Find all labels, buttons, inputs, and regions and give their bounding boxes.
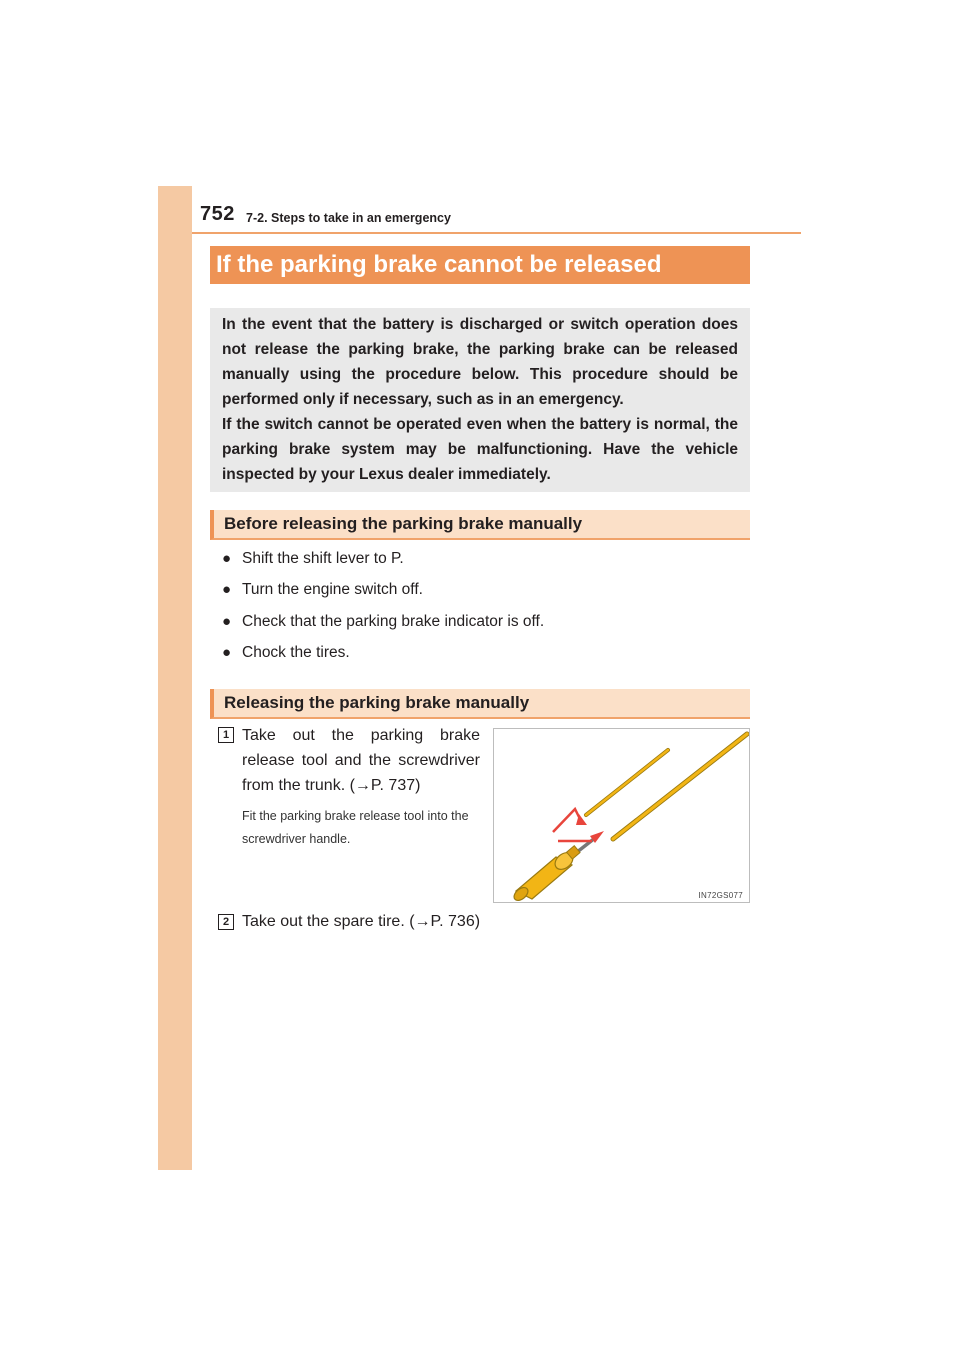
checklist-item <box>222 640 544 671</box>
step-1-number: 1 <box>218 727 234 743</box>
checklist-item <box>222 609 544 640</box>
before-checklist <box>222 546 544 671</box>
intro-box <box>210 308 750 492</box>
release-tool-figure <box>493 728 750 903</box>
tool-illustration <box>494 729 749 902</box>
release-section-heading <box>210 689 750 719</box>
step-1-note: Fit the parking brake release tool into the screwdriver handle. <box>242 809 469 846</box>
header-divider <box>192 232 801 234</box>
page-title: If the parking brake cannot be released <box>216 251 662 278</box>
before-section-heading-text: Before releasing the parking brake manually <box>224 514 583 533</box>
checklist-item-text: Turn the engine switch off. <box>242 581 423 599</box>
bullet-icon: ● <box>222 612 232 630</box>
bullet-icon: ● <box>222 581 232 599</box>
intro-paragraph-2: If the switch cannot be operated even when the battery is normal, the parking brake system may be malfunctioning. Have the vehicle inspected by your Lexus dealer immediately. <box>222 416 738 483</box>
checklist-item-text: Shift the shift lever to P. <box>242 550 404 567</box>
page-title-banner <box>210 246 750 284</box>
before-section-heading <box>210 510 750 540</box>
checklist-item-text: Chock the tires. <box>242 643 350 661</box>
checklist-item <box>222 546 544 577</box>
step-1-text: Take out the parking brake release tool and the screwdriver from the trunk. (→P. 737) <box>242 727 480 794</box>
step-2-number: 2 <box>218 914 234 930</box>
checklist-item-text: Check that the parking brake indicator is off. <box>242 612 545 630</box>
section-reference: 7-2. Steps to take in an emergency <box>246 211 451 225</box>
bullet-icon: ● <box>222 643 232 661</box>
release-section-heading-text: Releasing the parking brake manually <box>224 693 530 712</box>
figure-code: IN72GS077 <box>698 891 743 900</box>
page-number: 752 <box>200 203 235 225</box>
release-tool-icon <box>586 734 747 839</box>
chapter-tab-strip <box>158 186 192 1170</box>
intro-paragraph-1: In the event that the battery is discharged or switch operation does not release the parking brake, the parking brake can be released manually using the procedure below. This procedure should be performed only if necessary, such as in an emergency. <box>222 316 738 408</box>
insert-arrow-icon <box>553 809 604 843</box>
screwdriver-icon <box>512 838 595 902</box>
checklist-item <box>222 577 544 608</box>
bullet-icon: ● <box>222 550 232 567</box>
step-2-text: Take out the spare tire. (→P. 736) <box>242 913 481 930</box>
